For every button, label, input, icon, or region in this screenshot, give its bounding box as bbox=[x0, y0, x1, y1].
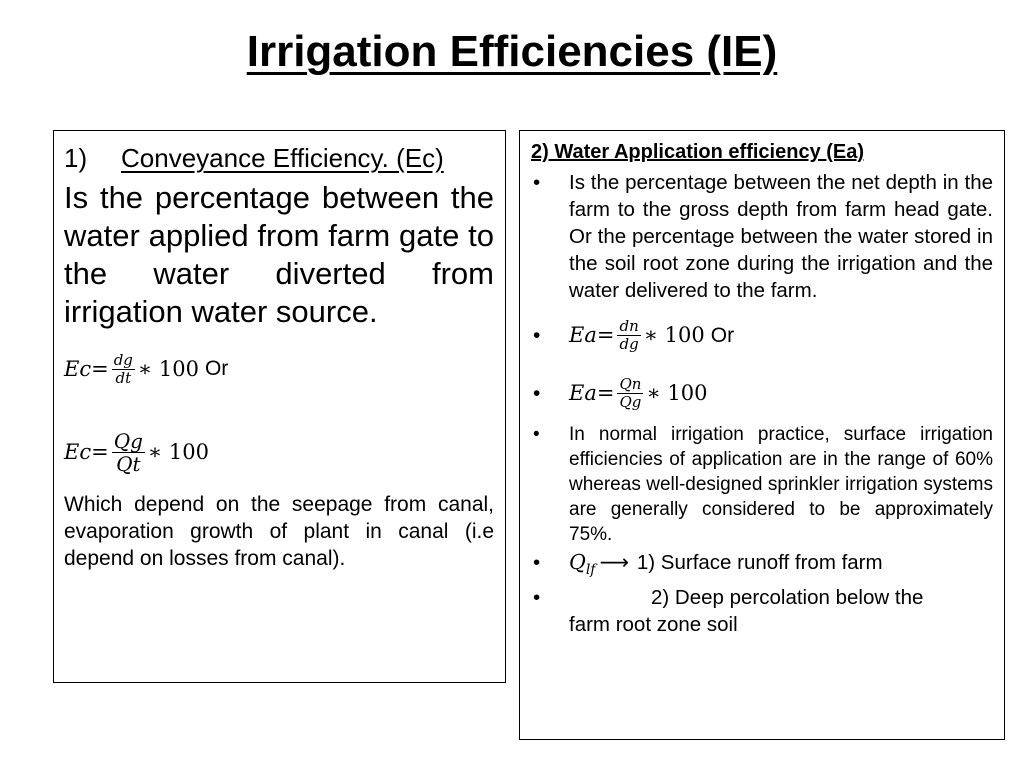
loss-item-2: 2) Deep percolation below the bbox=[651, 586, 924, 610]
eq-operator: = bbox=[596, 322, 615, 347]
eq-numerator: dg bbox=[113, 351, 133, 369]
list-item bbox=[531, 549, 993, 584]
conveyance-heading bbox=[64, 141, 494, 175]
losses-line-2 bbox=[569, 584, 993, 638]
eq-tail: ∗ 100 bbox=[646, 380, 708, 405]
eq-lhs: Ea bbox=[569, 380, 597, 405]
equation-ec-qg-qt bbox=[64, 419, 494, 485]
section-number: 1) bbox=[64, 143, 88, 173]
eq-lhs: Ec bbox=[64, 440, 92, 464]
list-item bbox=[531, 584, 993, 638]
slide-title: Irrigation Efficiencies (IE) bbox=[246, 27, 778, 76]
eq-operator: = bbox=[91, 440, 109, 464]
arrow-right-icon: ⟶ bbox=[599, 550, 629, 574]
list-item bbox=[531, 422, 993, 547]
losses-line bbox=[569, 549, 993, 584]
eq-suffix: Or bbox=[710, 323, 735, 347]
bullet-icon: • bbox=[533, 551, 541, 574]
loss-subscript: lf bbox=[585, 562, 596, 579]
conveyance-efficiency-panel bbox=[53, 130, 506, 683]
practice-text: In normal irrigation practice, surface irrigation efficiencies of application are in the range of 60% whereas well-designed sprinkler irrigation systems are generally considered to be approximately 75%. bbox=[569, 424, 993, 545]
eq-denominator: dt bbox=[115, 368, 132, 387]
eq-lhs: Ea bbox=[569, 322, 597, 347]
conveyance-note: Which depend on the seepage from canal, evaporation growth of plant in canal (i.e depend on losses from canal). bbox=[64, 493, 494, 570]
eq-lhs: Ec bbox=[64, 357, 92, 381]
eq-denominator: Qt bbox=[116, 451, 141, 476]
bullet-icon: • bbox=[533, 424, 540, 445]
application-bullet-list bbox=[531, 169, 993, 638]
equation-ec-dg-dt bbox=[64, 339, 494, 399]
bullet-icon: • bbox=[533, 381, 541, 405]
loss-symbol: Q bbox=[569, 550, 586, 574]
eq-fraction bbox=[112, 430, 145, 475]
eq-operator: = bbox=[91, 357, 109, 381]
eq-fraction bbox=[112, 352, 135, 386]
eq-numerator: Qg bbox=[113, 428, 143, 453]
application-definition: Is the percentage between the net depth in the farm to the gross depth from farm head gate. Or the percentage between the water stored in the soil root zone during the irrigation and the water delivered to the farm. bbox=[569, 171, 993, 302]
eq-fraction bbox=[617, 318, 640, 352]
equation-ea-dn-dg bbox=[531, 306, 993, 364]
eq-numerator: Qn bbox=[619, 375, 642, 393]
eq-denominator: dg bbox=[619, 334, 639, 353]
eq-tail: ∗ 100 bbox=[643, 322, 705, 347]
eq-fraction bbox=[617, 376, 643, 410]
conveyance-definition: Is the percentage between the water applied from farm gate to the water diverted from irrigation water source. bbox=[64, 180, 494, 329]
loss-item-2-cont: farm root zone soil bbox=[569, 613, 738, 637]
section-title: Conveyance Efficiency. (Ec) bbox=[121, 143, 444, 173]
equation-ea-qn-qg bbox=[531, 364, 993, 422]
eq-denominator: Qg bbox=[619, 392, 642, 411]
eq-tail: ∗ 100 bbox=[137, 357, 199, 381]
eq-tail: ∗ 100 bbox=[147, 440, 209, 464]
bullet-icon: • bbox=[533, 323, 541, 347]
eq-operator: = bbox=[596, 380, 615, 405]
application-efficiency-panel bbox=[519, 130, 1005, 740]
bullet-icon: • bbox=[533, 171, 541, 194]
loss-item-1: 1) Surface runoff from farm bbox=[636, 551, 883, 574]
list-item bbox=[531, 169, 993, 304]
application-heading: 2) Water Application efficiency (Ea) bbox=[531, 141, 865, 163]
eq-numerator: dn bbox=[619, 317, 639, 335]
bullet-icon: • bbox=[533, 586, 541, 610]
eq-suffix: Or bbox=[204, 357, 229, 380]
